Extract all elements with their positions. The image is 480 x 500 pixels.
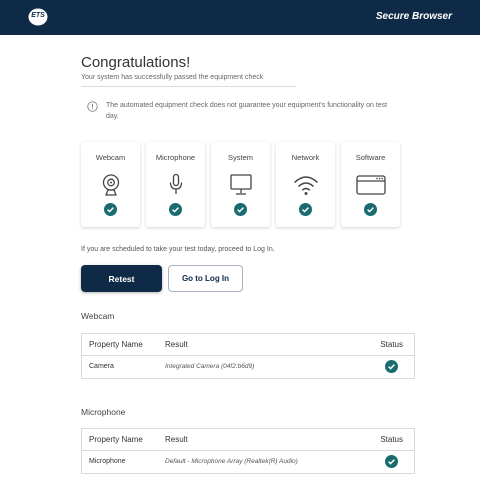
check-card-label: Software	[355, 153, 386, 162]
check-circle-icon	[364, 203, 377, 216]
check-circle-icon	[385, 360, 398, 373]
webcam-results-table	[81, 333, 415, 379]
check-circle-icon	[234, 203, 247, 216]
column-header-status: Status	[380, 435, 403, 444]
property-result: Integrated Camera (04f2:b6d9)	[165, 363, 255, 370]
table-row	[82, 356, 414, 378]
webcam-icon	[95, 173, 127, 197]
check-card-software	[341, 142, 400, 227]
top-bar	[0, 0, 480, 35]
check-card-label: Network	[291, 153, 320, 162]
property-name: Microphone	[89, 458, 126, 465]
check-card-label: Webcam	[95, 153, 126, 162]
browser-window-icon	[355, 173, 387, 197]
check-card-microphone	[146, 142, 205, 227]
column-header-result: Result	[165, 435, 188, 444]
go-to-login-button[interactable]: Go to Log In	[168, 265, 243, 292]
column-header-status: Status	[380, 340, 403, 349]
table-row	[82, 451, 414, 473]
microphone-icon	[160, 173, 192, 197]
ets-logo	[28, 8, 48, 26]
check-card-label: Microphone	[155, 153, 196, 162]
check-circle-icon	[169, 203, 182, 216]
table-header	[82, 334, 414, 356]
check-circle-icon	[385, 455, 398, 468]
info-circle-icon	[87, 101, 98, 112]
retest-button[interactable]: Retest	[81, 265, 162, 292]
check-card-network	[276, 142, 335, 227]
webcam-section-title: Webcam	[81, 311, 115, 321]
app-title: Secure Browser	[375, 11, 452, 22]
column-header-property: Property Name	[89, 435, 143, 444]
check-card-label: System	[227, 153, 253, 162]
wifi-icon	[290, 173, 322, 197]
property-name: Camera	[89, 363, 114, 370]
logo-text: ETS	[31, 12, 45, 19]
microphone-section-title: Microphone	[81, 407, 126, 417]
column-header-result: Result	[165, 340, 188, 349]
title-divider	[81, 86, 296, 87]
check-circle-icon	[104, 203, 117, 216]
check-card-system	[211, 142, 270, 227]
check-circle-icon	[299, 203, 312, 216]
page-title: Congratulations!	[81, 54, 191, 71]
microphone-results-table	[81, 428, 415, 474]
page-subtitle: Your system has successfully passed the equipment check	[81, 74, 264, 81]
table-header	[82, 429, 414, 451]
column-header-property: Property Name	[89, 340, 143, 349]
property-result: Default - Microphone Array (Realtek(R) Audio)	[165, 458, 298, 465]
equipment-notice: The automated equipment check does not guarantee your equipment's functionality on test day.	[106, 102, 388, 120]
proceed-instructions: If you are scheduled to take your test today, proceed to Log In.	[81, 246, 275, 253]
monitor-icon	[225, 173, 257, 197]
check-card-webcam	[81, 142, 140, 227]
